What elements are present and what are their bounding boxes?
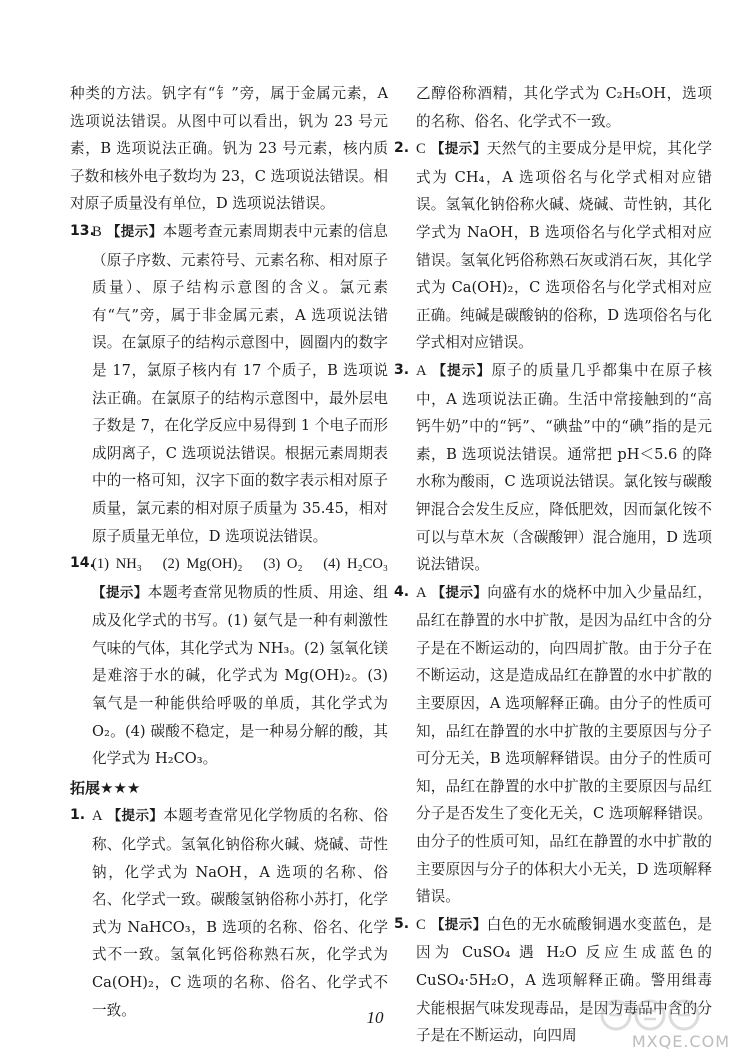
answer-item-2 bbox=[394, 135, 712, 357]
watermark-text: MXQE.COM bbox=[631, 1032, 730, 1051]
item-number: 3. bbox=[394, 361, 410, 378]
continued-answer-text: 乙醇俗称酒精，其化学式为 C₂H₅OH，选项的名称、俗名、化学式不一致。 bbox=[416, 85, 712, 130]
item-number: 1. bbox=[70, 807, 86, 824]
left-column bbox=[70, 80, 388, 1024]
section-heading: 拓展★★★ bbox=[70, 778, 141, 797]
hint-label: 【提示】 bbox=[431, 584, 488, 601]
hint-label: 【提示】 bbox=[107, 808, 164, 825]
continued-answer-text: 种类的方法。钒字有“钅”旁，属于金属元素，A 选项说法错误。从图中可以看出，钒为 23 号元素，B 选项说法正确。钒为 23 号元素，核内质子数和核外电子数均为 23，C 选项说法错误。相对原子质量没有单位，D 选项说法错误。 bbox=[70, 85, 388, 213]
explanation-text: 本题考查常见化学物质的名称、俗称、化学式。氢氧化钠俗称火碱、烧碱、苛性钠，化学式为 NaOH，A 选项的名称、俗名、化学式一致。碳酸氢钠俗称小苏打，化学式为 NaHCO₃，B 选项的名称、俗名、化学式不一致。氢氧化钙俗称熟石灰，化学式为 Ca(OH)₂，C 选项的名称、俗名、化学式不一致。 bbox=[92, 807, 389, 1019]
hint-label: 【提示】 bbox=[430, 141, 487, 158]
answer-choice: A bbox=[92, 808, 103, 825]
answer-choice: A bbox=[416, 584, 427, 601]
item-number: 14. bbox=[70, 555, 95, 572]
item-number: 2. bbox=[394, 140, 410, 157]
answer-choice: B bbox=[92, 223, 102, 240]
answer-item-13 bbox=[70, 218, 388, 550]
answer-item-3 bbox=[394, 357, 712, 579]
explanation-text: 白色的无水硫酸铜遇水变蓝色，是因为 CuSO₄ 遇 H₂O 反应生成蓝色的 CuSO₄·5H₂O，A 选项解释正确。警用缉毒犬能根据气味发现毒品，是因为毒品中含的分子是在不断运动，向四周 bbox=[416, 915, 713, 1045]
hint-label: 【提示】 bbox=[432, 362, 492, 379]
item-number: 5. bbox=[394, 915, 410, 932]
answer-formulas: (1) NH₃ (2) Mg(OH)₂ (3) O₂ (4) H₂CO₃ bbox=[92, 556, 388, 573]
right-column bbox=[394, 80, 712, 1050]
item-number: 4. bbox=[394, 583, 410, 600]
answer-choice: C bbox=[416, 916, 426, 933]
answer-choice: A bbox=[416, 362, 427, 379]
answer-item-4 bbox=[394, 579, 712, 911]
item-number: 13. bbox=[70, 222, 95, 239]
explanation-text: 天然气的主要成分是甲烷，其化学式为 CH₄，A 选项俗名与化学式相对应错误。氢氧化钠俗称火碱、烧碱、苛性钠，其化学式为 NaOH，B 选项俗名与化学式相对应错误。氢氧化钙俗称熟石灰或消石灰，其化学式为 Ca(OH)₂，C 选项俗名与化学式相对应正确。纯碱是碳酸钠的俗称，D 选项俗名与化学式相对应错误。 bbox=[416, 140, 713, 352]
explanation-text: 向盛有水的烧杯中加入少量品红，品红在静置的水中扩散，是因为品红中含的分子是在不断运动的，向四周扩散。由于分子在不断运动，这是造成品红在静置的水中扩散的主要原因，A 选项解释正确。由分子的性质可知，品红在静置的水中扩散的主要原因与分子可分无关，B 选项解释错误。由分子的性质可知，品红在静置的水中扩散的主要原因与品红分子是否发生了变化无关，C 选项解释错误。由分子的性质可知，品红在静置的水中扩散的主要原因与分子的体积大小无关，D 选项解释错误。 bbox=[416, 583, 713, 906]
explanation-text: 原子的质量几乎都集中在原子核中，A 选项说法正确。生活中常接触到的“高钙牛奶”中的“钙”、“碘盐”中的“碘”指的是元素，B 选项说法错误。通常把 pH＜5.6 的降水称为酸雨，C 选项说法错误。氯化铵与碳酸钾混合会发生反应，降低肥效，因而氯化铵不可以与草木灰（含碳酸钾）混合施用，D 选项说法错误。 bbox=[416, 361, 712, 574]
explanation-text: 本题考查常见物质的性质、用途、组成及化学式的书写。(1) 氨气是一种有刺激性气味的气体，其化学式为 NH₃。(2) 氢氧化镁是难溶于水的碱，化学式为 Mg(OH)₂。(3) 氧气是一种能供给呼吸的单质，其化学式为 O₂。(4) 碳酸不稳定，是一种易分解的酸，其化学式为 H₂CO₃。 bbox=[92, 583, 388, 768]
answer-item-1 bbox=[70, 802, 388, 1024]
answer-item-14 bbox=[70, 550, 388, 773]
answer-choice: C bbox=[416, 141, 426, 158]
hint-label: 【提示】 bbox=[430, 916, 487, 933]
explanation-text: 本题考查元素周期表中元素的信息（原子序数、元素符号、元素名称、相对原子质量）、原子结构示意图的含义。氯元素有“气”旁，属于非金属元素，A 选项说法错误。在氯原子的结构示意图中，圆圈内的数字是 17，氯原子核内有 17 个质子，B 选项说法正确。在氯原子的结构示意图中，最外层电子数是 7，在化学反应中易得到 1 个电子而形成阴离子，C 选项说法错误。根据元素周期表中的一格可知，汉字下面的数字表示相对原子质量，氯元素的相对原子质量为 35.45，相对原子质量无单位，D 选项说法错误。 bbox=[92, 222, 389, 545]
page-number: 10 bbox=[366, 1008, 384, 1027]
hint-label: 【提示】 bbox=[106, 223, 163, 240]
hint-label: 【提示】 bbox=[92, 584, 148, 601]
